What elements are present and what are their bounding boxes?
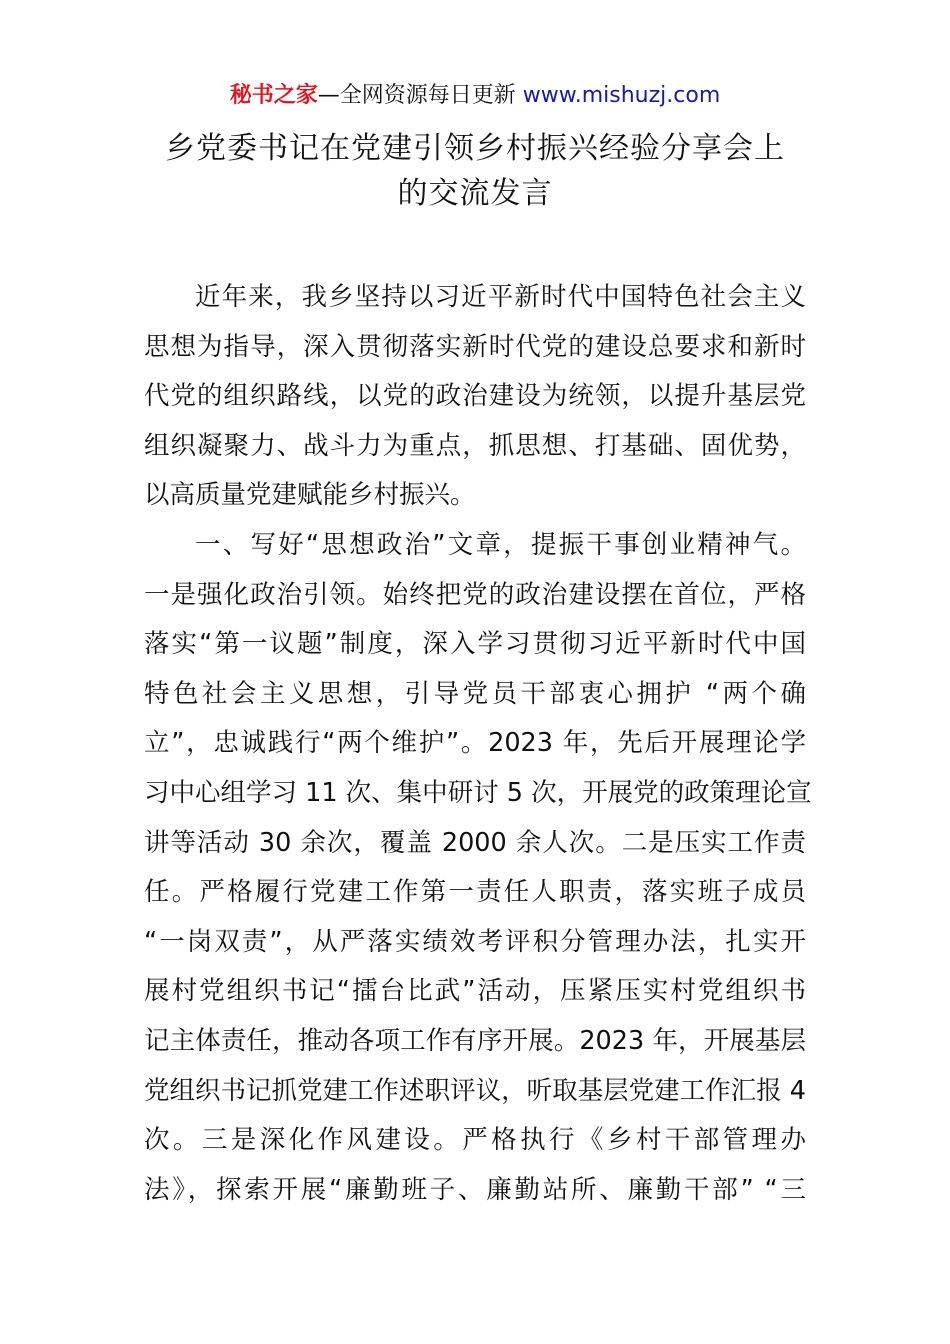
- body-line: 记主体责任，推动各项工作有序开展。2023 年，开展基层: [144, 1025, 806, 1056]
- body-line: “一岗双责”，从严落实绩效考评积分管理办法，扎实开: [144, 926, 806, 957]
- body-line: 立”，忠诚践行“两个维护”。2023 年，先后开展理论学: [144, 728, 806, 759]
- body-line: 讲等活动 30 余次，覆盖 2000 余人次。二是压实工作责: [144, 827, 806, 858]
- body-line: 法》，探索开展“廉勤班子、廉勤站所、廉勤干部” “三: [144, 1174, 806, 1205]
- body-line: 组织凝聚力、战斗力为重点，抓思想、打基础、固优势，: [144, 430, 806, 461]
- body-line: 一是强化政治引领。始终把党的政治建设摆在首位，严格: [144, 579, 806, 610]
- body-line: 习中心组学习 11 次、集中研讨 5 次，开展党的政策理论宣: [144, 777, 812, 808]
- body-line: 落实“第一议题”制度，深入学习贯彻习近平新时代中国: [144, 629, 806, 660]
- body-line: 展村党组织书记“擂台比武”活动，压紧压实村党组织书: [144, 976, 806, 1007]
- body-line: 以高质量党建赋能乡村振兴。: [144, 480, 476, 511]
- body-line: 代党的组织路线，以党的政治建设为统领，以提升基层党: [144, 381, 806, 412]
- body-line: 次。三是深化作风建设。严格执行《乡村干部管理办: [144, 1125, 806, 1156]
- title-line: 乡党委书记在党建引领乡村振兴经验分享会上: [165, 131, 785, 166]
- document-title: [140, 126, 810, 216]
- section-heading: 一、写好“思想政治”文章，提振干事创业精神气。: [195, 529, 806, 560]
- title-line: 的交流发言: [397, 176, 553, 211]
- document-body: [144, 273, 812, 1215]
- body-line: 特色社会主义思想，引导党员干部衷心拥护 “两个确: [144, 678, 806, 709]
- body-line: 近年来，我乡坚持以习近平新时代中国特色社会主义: [195, 282, 806, 312]
- body-line: 思想为指导，深入贯彻落实新时代党的建设总要求和新时: [144, 331, 806, 362]
- site-header: [0, 80, 950, 112]
- site-tagline: —全网资源每日更新: [317, 83, 523, 108]
- body-line: 任。严格履行党建工作第一责任人职责，落实班子成员: [144, 877, 806, 908]
- site-brand: 秘书之家: [229, 83, 318, 108]
- site-url-link[interactable]: www.mishuzj.com: [522, 83, 721, 108]
- body-line: 党组织书记抓党建工作述职评议，听取基层党建工作汇报 4: [144, 1075, 806, 1106]
